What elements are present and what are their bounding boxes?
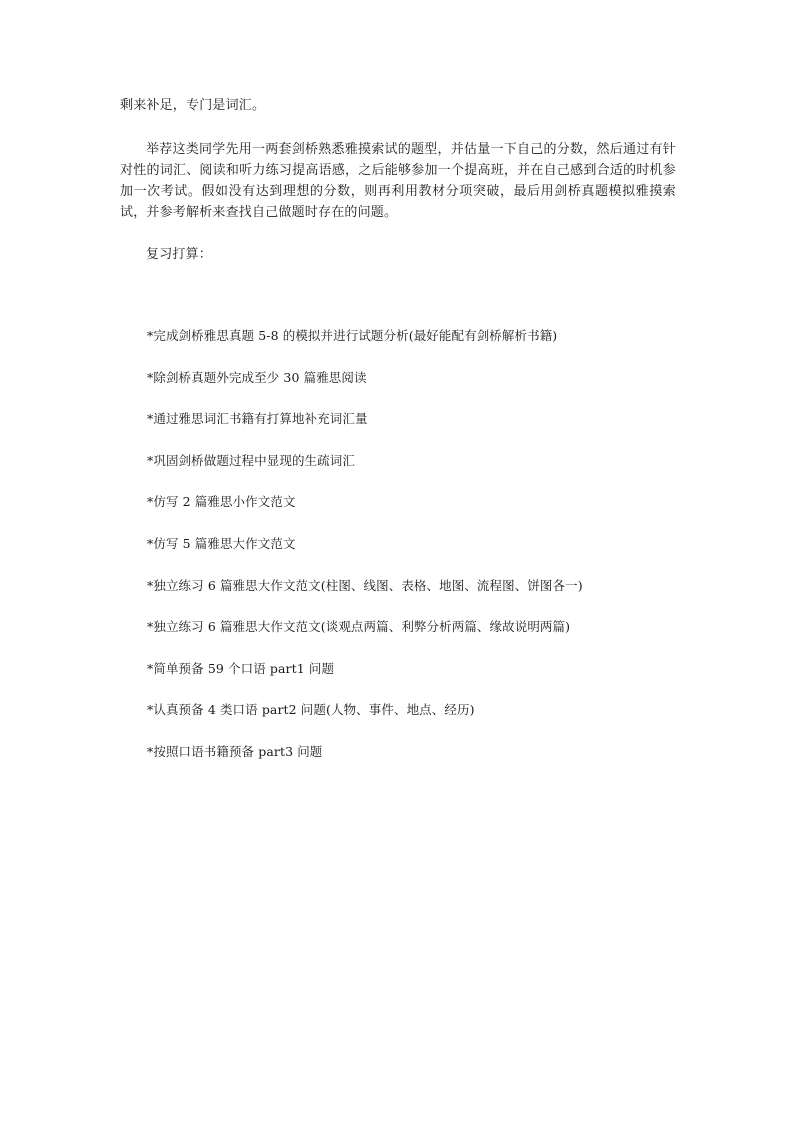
review-plan-list (147, 326, 687, 784)
paragraph-intro-tail: 剩来补足，专门是词汇。 (120, 98, 266, 113)
list-item: *仿写 2 篇雅思小作文范文 (147, 494, 296, 510)
list-item: *完成剑桥雅思真题 5-8 的模拟并进行试题分析(最好能配有剑桥解析书籍) (147, 328, 558, 343)
list-item: *简单预备 59 个口语 part1 问题 (147, 660, 335, 676)
review-plan-heading: 复习打算： (146, 247, 213, 262)
paragraph-recommendation: 举荐这类同学先用一两套剑桥熟悉雅摸索试的题型，并估量一下自己的分数，然后通过有针对性的词汇、阅读和听力练习提高语感，之后能够参加一个提高班，并在自己感到合适的时机参加一次考试。假如没有达到理想的分数，则再利用教材分项突破，最后用剑桥真题模拟雅摸索试，并参考解析来查找自己做题时存在的问题。 (120, 142, 676, 220)
list-item: *独立练习 6 篇雅思大作文范文(柱图、线图、表格、地图、流程图、饼图各一) (147, 577, 583, 593)
list-item: *按照口语书籍预备 part3 问题 (147, 743, 323, 759)
list-item: *除剑桥真题外完成至少 30 篇雅思阅读 (147, 369, 367, 385)
list-item: *认真预备 4 类口语 part2 问题(人物、事件、地点、经历) (147, 702, 475, 718)
list-item: *通过雅思词汇书籍有打算地补充词汇量 (147, 411, 368, 427)
list-item: *巩固剑桥做题过程中显现的生疏词汇 (147, 452, 355, 468)
list-item: *独立练习 6 篇雅思大作文范文(谈观点两篇、利弊分析两篇、缘故说明两篇) (147, 619, 571, 635)
list-item: *仿写 5 篇雅思大作文范文 (147, 535, 296, 551)
